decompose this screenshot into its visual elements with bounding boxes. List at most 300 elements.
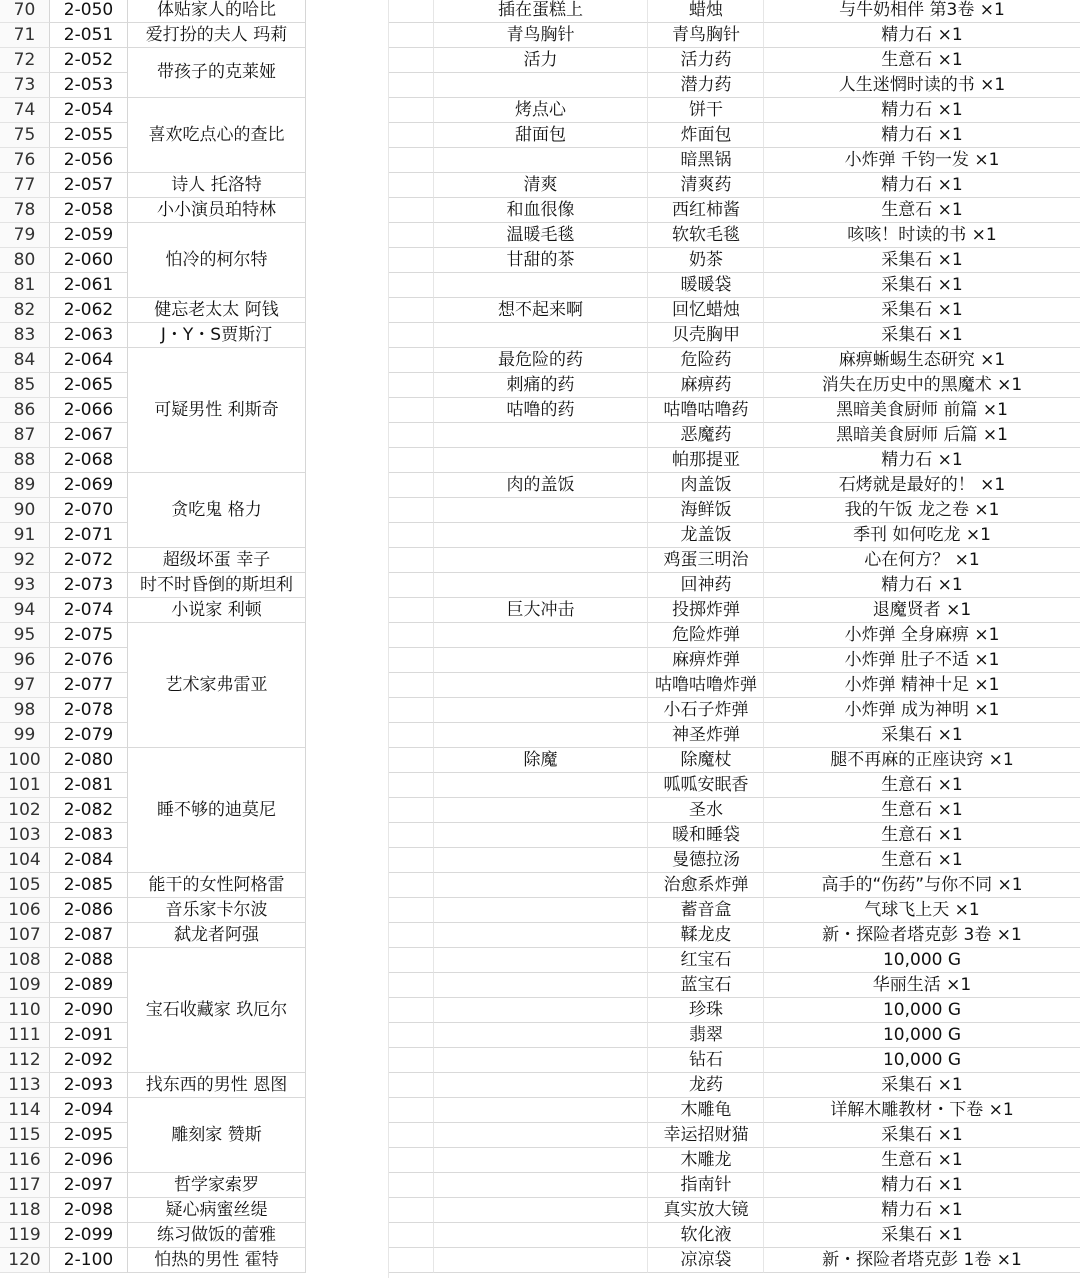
row-number[interactable]: 101 [0, 773, 50, 798]
row-number[interactable]: 88 [0, 448, 50, 473]
row-number[interactable]: 116 [0, 1148, 50, 1173]
request-hint-cell[interactable]: 甜面包 [434, 123, 648, 148]
row-number[interactable]: 76 [0, 148, 50, 173]
item-cell[interactable] [648, 373, 764, 398]
request-code-cell[interactable]: 2-080 [50, 748, 128, 773]
item-cell[interactable] [648, 1048, 764, 1073]
empty-cell[interactable] [389, 473, 434, 498]
row-number[interactable]: 71 [0, 23, 50, 48]
request-hint-cell[interactable] [434, 423, 648, 448]
item-cell[interactable] [648, 498, 764, 523]
request-code-cell[interactable]: 2-086 [50, 898, 128, 923]
request-code-cell[interactable]: 2-073 [50, 573, 128, 598]
empty-cell[interactable] [389, 548, 434, 573]
empty-cell[interactable] [389, 98, 434, 123]
request-hint-cell[interactable] [434, 973, 648, 998]
request-hint-cell[interactable]: 和血很像 [434, 198, 648, 223]
item-cell[interactable] [648, 598, 764, 623]
item-cell[interactable] [648, 348, 764, 373]
reward-cell[interactable]: 10,000 G [764, 998, 1080, 1023]
reward-cell[interactable]: 精力石 ×1 [764, 1198, 1080, 1223]
request-hint-cell[interactable] [434, 148, 648, 173]
empty-cell[interactable] [389, 423, 434, 448]
item-cell[interactable] [648, 48, 764, 73]
request-hint-cell[interactable] [434, 623, 648, 648]
empty-cell[interactable] [389, 623, 434, 648]
request-code-cell[interactable]: 2-076 [50, 648, 128, 673]
request-hint-cell[interactable] [434, 523, 648, 548]
request-hint-cell[interactable] [434, 323, 648, 348]
empty-cell[interactable] [389, 873, 434, 898]
reward-cell[interactable]: 生意石 ×1 [764, 848, 1080, 873]
item-cell[interactable] [648, 73, 764, 98]
item-cell[interactable] [648, 1098, 764, 1123]
request-code-cell[interactable]: 2-062 [50, 298, 128, 323]
request-hint-cell[interactable] [434, 1223, 648, 1248]
request-code-cell[interactable]: 2-083 [50, 823, 128, 848]
client-name-cell[interactable] [128, 48, 306, 98]
client-name-cell[interactable] [128, 1223, 306, 1248]
request-code-cell[interactable]: 2-053 [50, 73, 128, 98]
reward-cell[interactable]: 生意石 ×1 [764, 823, 1080, 848]
client-name-cell[interactable] [128, 623, 306, 748]
request-hint-cell[interactable] [434, 648, 648, 673]
reward-cell[interactable]: 生意石 ×1 [764, 1148, 1080, 1173]
request-code-cell[interactable]: 2-055 [50, 123, 128, 148]
reward-cell[interactable]: 生意石 ×1 [764, 798, 1080, 823]
row-number[interactable]: 93 [0, 573, 50, 598]
request-hint-cell[interactable]: 除魔 [434, 748, 648, 773]
empty-cell[interactable] [389, 723, 434, 748]
request-hint-cell[interactable]: 刺痛的药 [434, 373, 648, 398]
client-name-cell[interactable] [128, 548, 306, 573]
request-code-cell[interactable]: 2-079 [50, 723, 128, 748]
item-cell[interactable] [648, 1173, 764, 1198]
empty-cell[interactable] [389, 773, 434, 798]
request-hint-cell[interactable] [434, 698, 648, 723]
row-number[interactable]: 104 [0, 848, 50, 873]
row-number[interactable]: 120 [0, 1248, 50, 1273]
item-cell[interactable] [648, 398, 764, 423]
item-cell[interactable] [648, 98, 764, 123]
item-cell[interactable] [648, 473, 764, 498]
reward-cell[interactable]: 生意石 ×1 [764, 773, 1080, 798]
reward-cell[interactable]: 精力石 ×1 [764, 573, 1080, 598]
reward-cell[interactable]: 黑暗美食厨师 前篇 ×1 [764, 398, 1080, 423]
request-code-cell[interactable]: 2-087 [50, 923, 128, 948]
item-cell[interactable] [648, 948, 764, 973]
item-cell[interactable] [648, 1123, 764, 1148]
reward-cell[interactable]: 心在何方？ ×1 [764, 548, 1080, 573]
row-number[interactable]: 106 [0, 898, 50, 923]
client-name-cell[interactable] [128, 1248, 306, 1273]
reward-cell[interactable]: 精力石 ×1 [764, 448, 1080, 473]
reward-cell[interactable]: 季刊 如何吃龙 ×1 [764, 523, 1080, 548]
reward-cell[interactable]: 生意石 ×1 [764, 198, 1080, 223]
request-hint-cell[interactable]: 甘甜的茶 [434, 248, 648, 273]
item-cell[interactable] [648, 648, 764, 673]
request-hint-cell[interactable] [434, 773, 648, 798]
request-code-cell[interactable]: 2-071 [50, 523, 128, 548]
row-number[interactable]: 79 [0, 223, 50, 248]
row-number[interactable]: 75 [0, 123, 50, 148]
request-hint-cell[interactable]: 巨大冲击 [434, 598, 648, 623]
row-number[interactable]: 115 [0, 1123, 50, 1148]
empty-cell[interactable] [389, 123, 434, 148]
item-cell[interactable] [648, 548, 764, 573]
client-name-cell[interactable] [128, 923, 306, 948]
item-cell[interactable] [648, 748, 764, 773]
empty-cell[interactable] [389, 398, 434, 423]
client-name-cell[interactable] [128, 348, 306, 473]
row-number[interactable]: 96 [0, 648, 50, 673]
item-cell[interactable] [648, 1223, 764, 1248]
request-hint-cell[interactable]: 最危险的药 [434, 348, 648, 373]
reward-cell[interactable]: 华丽生活 ×1 [764, 973, 1080, 998]
client-name-cell[interactable] [128, 298, 306, 323]
request-hint-cell[interactable] [434, 998, 648, 1023]
reward-cell[interactable]: 小炸弹 肚子不适 ×1 [764, 648, 1080, 673]
row-number[interactable]: 73 [0, 73, 50, 98]
reward-cell[interactable]: 精力石 ×1 [764, 98, 1080, 123]
empty-cell[interactable] [389, 798, 434, 823]
item-cell[interactable] [648, 448, 764, 473]
client-name-cell[interactable] [128, 223, 306, 298]
request-hint-cell[interactable]: 青鸟胸针 [434, 23, 648, 48]
client-name-cell[interactable] [128, 0, 306, 23]
item-cell[interactable] [648, 148, 764, 173]
item-cell[interactable] [648, 1198, 764, 1223]
reward-cell[interactable]: 10,000 G [764, 948, 1080, 973]
empty-cell[interactable] [389, 48, 434, 73]
request-hint-cell[interactable] [434, 898, 648, 923]
row-number[interactable]: 97 [0, 673, 50, 698]
empty-cell[interactable] [389, 273, 434, 298]
item-cell[interactable] [648, 1148, 764, 1173]
request-hint-cell[interactable] [434, 798, 648, 823]
row-number[interactable]: 102 [0, 798, 50, 823]
reward-cell[interactable]: 新・探险者塔克彭 3卷 ×1 [764, 923, 1080, 948]
item-cell[interactable] [648, 848, 764, 873]
empty-cell[interactable] [389, 0, 434, 23]
client-name-cell[interactable] [128, 1073, 306, 1098]
empty-cell[interactable] [389, 1048, 434, 1073]
empty-cell[interactable] [389, 148, 434, 173]
item-cell[interactable] [648, 973, 764, 998]
client-name-cell[interactable] [128, 573, 306, 598]
request-hint-cell[interactable] [434, 1148, 648, 1173]
client-name-cell[interactable] [128, 1198, 306, 1223]
row-number[interactable]: 85 [0, 373, 50, 398]
request-code-cell[interactable]: 2-092 [50, 1048, 128, 1073]
item-cell[interactable] [648, 873, 764, 898]
request-hint-cell[interactable] [434, 1173, 648, 1198]
request-code-cell[interactable]: 2-050 [50, 0, 128, 23]
row-number[interactable]: 112 [0, 1048, 50, 1073]
empty-cell[interactable] [389, 848, 434, 873]
row-number[interactable]: 89 [0, 473, 50, 498]
client-name-cell[interactable] [128, 873, 306, 898]
row-number[interactable]: 105 [0, 873, 50, 898]
row-number[interactable]: 99 [0, 723, 50, 748]
empty-cell[interactable] [389, 1023, 434, 1048]
request-hint-cell[interactable] [434, 573, 648, 598]
request-hint-cell[interactable] [434, 723, 648, 748]
request-code-cell[interactable]: 2-058 [50, 198, 128, 223]
client-name-cell[interactable] [128, 598, 306, 623]
request-hint-cell[interactable] [434, 948, 648, 973]
client-name-cell[interactable] [128, 473, 306, 548]
client-name-cell[interactable] [128, 98, 306, 173]
request-code-cell[interactable]: 2-056 [50, 148, 128, 173]
request-code-cell[interactable]: 2-081 [50, 773, 128, 798]
item-cell[interactable] [648, 723, 764, 748]
reward-cell[interactable]: 10,000 G [764, 1023, 1080, 1048]
item-cell[interactable] [648, 173, 764, 198]
empty-cell[interactable] [389, 1073, 434, 1098]
empty-cell[interactable] [389, 698, 434, 723]
request-code-cell[interactable]: 2-098 [50, 1198, 128, 1223]
empty-cell[interactable] [389, 1173, 434, 1198]
item-cell[interactable] [648, 798, 764, 823]
request-hint-cell[interactable] [434, 1123, 648, 1148]
request-code-cell[interactable]: 2-095 [50, 1123, 128, 1148]
request-code-cell[interactable]: 2-089 [50, 973, 128, 998]
reward-cell[interactable]: 咳咳！时读的书 ×1 [764, 223, 1080, 248]
request-hint-cell[interactable] [434, 73, 648, 98]
row-number[interactable]: 70 [0, 0, 50, 23]
reward-cell[interactable]: 精力石 ×1 [764, 1173, 1080, 1198]
client-name-cell[interactable] [128, 748, 306, 873]
request-code-cell[interactable]: 2-099 [50, 1223, 128, 1248]
item-cell[interactable] [648, 323, 764, 348]
row-number[interactable]: 100 [0, 748, 50, 773]
request-hint-cell[interactable] [434, 1048, 648, 1073]
request-code-cell[interactable]: 2-059 [50, 223, 128, 248]
reward-cell[interactable]: 采集石 ×1 [764, 323, 1080, 348]
request-hint-cell[interactable]: 肉的盖饭 [434, 473, 648, 498]
item-cell[interactable] [648, 998, 764, 1023]
row-number[interactable]: 90 [0, 498, 50, 523]
item-cell[interactable] [648, 298, 764, 323]
request-hint-cell[interactable] [434, 1248, 648, 1273]
row-number[interactable]: 86 [0, 398, 50, 423]
row-number[interactable]: 103 [0, 823, 50, 848]
request-code-cell[interactable]: 2-052 [50, 48, 128, 73]
empty-cell[interactable] [389, 1123, 434, 1148]
reward-cell[interactable]: 退魔贤者 ×1 [764, 598, 1080, 623]
empty-cell[interactable] [389, 923, 434, 948]
reward-cell[interactable]: 采集石 ×1 [764, 723, 1080, 748]
row-number[interactable]: 80 [0, 248, 50, 273]
request-hint-cell[interactable] [434, 673, 648, 698]
row-number[interactable]: 77 [0, 173, 50, 198]
empty-cell[interactable] [389, 998, 434, 1023]
item-cell[interactable] [648, 1248, 764, 1273]
empty-cell[interactable] [389, 973, 434, 998]
empty-cell[interactable] [389, 373, 434, 398]
request-code-cell[interactable]: 2-093 [50, 1073, 128, 1098]
reward-cell[interactable]: 采集石 ×1 [764, 1123, 1080, 1148]
row-number[interactable]: 92 [0, 548, 50, 573]
row-number[interactable]: 84 [0, 348, 50, 373]
client-name-cell[interactable] [128, 948, 306, 1073]
empty-cell[interactable] [389, 198, 434, 223]
row-number[interactable]: 117 [0, 1173, 50, 1198]
row-number[interactable]: 114 [0, 1098, 50, 1123]
reward-cell[interactable]: 与牛奶相伴 第3卷 ×1 [764, 0, 1080, 23]
empty-cell[interactable] [389, 323, 434, 348]
request-hint-cell[interactable] [434, 548, 648, 573]
row-number[interactable]: 82 [0, 298, 50, 323]
item-cell[interactable] [648, 223, 764, 248]
item-cell[interactable] [648, 523, 764, 548]
client-name-cell[interactable] [128, 198, 306, 223]
request-hint-cell[interactable]: 清爽 [434, 173, 648, 198]
request-hint-cell[interactable] [434, 1073, 648, 1098]
row-number[interactable]: 118 [0, 1198, 50, 1223]
empty-cell[interactable] [389, 523, 434, 548]
request-code-cell[interactable]: 2-084 [50, 848, 128, 873]
row-number[interactable]: 78 [0, 198, 50, 223]
empty-cell[interactable] [389, 1098, 434, 1123]
client-name-cell[interactable] [128, 23, 306, 48]
empty-cell[interactable] [389, 173, 434, 198]
reward-cell[interactable]: 小炸弹 成为神明 ×1 [764, 698, 1080, 723]
row-number[interactable]: 111 [0, 1023, 50, 1048]
request-hint-cell[interactable] [434, 823, 648, 848]
row-number[interactable]: 72 [0, 48, 50, 73]
request-code-cell[interactable]: 2-068 [50, 448, 128, 473]
empty-cell[interactable] [389, 348, 434, 373]
request-code-cell[interactable]: 2-072 [50, 548, 128, 573]
item-cell[interactable] [648, 673, 764, 698]
reward-cell[interactable]: 采集石 ×1 [764, 248, 1080, 273]
request-code-cell[interactable]: 2-064 [50, 348, 128, 373]
request-code-cell[interactable]: 2-074 [50, 598, 128, 623]
item-cell[interactable] [648, 773, 764, 798]
reward-cell[interactable]: 详解木雕教材・下卷 ×1 [764, 1098, 1080, 1123]
row-number[interactable]: 119 [0, 1223, 50, 1248]
reward-cell[interactable]: 采集石 ×1 [764, 1073, 1080, 1098]
request-code-cell[interactable]: 2-054 [50, 98, 128, 123]
row-number[interactable]: 74 [0, 98, 50, 123]
reward-cell[interactable]: 气球飞上天 ×1 [764, 898, 1080, 923]
reward-cell[interactable]: 石烤就是最好的！ ×1 [764, 473, 1080, 498]
empty-cell[interactable] [389, 1223, 434, 1248]
empty-cell[interactable] [389, 223, 434, 248]
request-hint-cell[interactable] [434, 273, 648, 298]
empty-cell[interactable] [389, 823, 434, 848]
request-code-cell[interactable]: 2-085 [50, 873, 128, 898]
request-hint-cell[interactable] [434, 1023, 648, 1048]
empty-cell[interactable] [389, 648, 434, 673]
reward-cell[interactable]: 人生迷惘时读的书 ×1 [764, 73, 1080, 98]
request-hint-cell[interactable]: 烤点心 [434, 98, 648, 123]
row-number[interactable]: 98 [0, 698, 50, 723]
request-hint-cell[interactable] [434, 1198, 648, 1223]
reward-cell[interactable]: 麻痹蜥蜴生态研究 ×1 [764, 348, 1080, 373]
request-code-cell[interactable]: 2-094 [50, 1098, 128, 1123]
client-name-cell[interactable] [128, 1098, 306, 1173]
request-code-cell[interactable]: 2-078 [50, 698, 128, 723]
empty-cell[interactable] [389, 948, 434, 973]
request-hint-cell[interactable]: 插在蛋糕上 [434, 0, 648, 23]
item-cell[interactable] [648, 898, 764, 923]
item-cell[interactable] [648, 823, 764, 848]
row-number[interactable]: 91 [0, 523, 50, 548]
request-hint-cell[interactable]: 咕噜的药 [434, 398, 648, 423]
row-number[interactable]: 109 [0, 973, 50, 998]
request-code-cell[interactable]: 2-077 [50, 673, 128, 698]
item-cell[interactable] [648, 123, 764, 148]
reward-cell[interactable]: 采集石 ×1 [764, 273, 1080, 298]
empty-cell[interactable] [389, 298, 434, 323]
request-code-cell[interactable]: 2-060 [50, 248, 128, 273]
reward-cell[interactable]: 采集石 ×1 [764, 1223, 1080, 1248]
request-code-cell[interactable]: 2-100 [50, 1248, 128, 1273]
request-hint-cell[interactable] [434, 1098, 648, 1123]
request-code-cell[interactable]: 2-096 [50, 1148, 128, 1173]
empty-cell[interactable] [389, 673, 434, 698]
reward-cell[interactable]: 精力石 ×1 [764, 23, 1080, 48]
request-code-cell[interactable]: 2-066 [50, 398, 128, 423]
item-cell[interactable] [648, 698, 764, 723]
request-hint-cell[interactable]: 想不起来啊 [434, 298, 648, 323]
item-cell[interactable] [648, 248, 764, 273]
item-cell[interactable] [648, 623, 764, 648]
reward-cell[interactable]: 采集石 ×1 [764, 298, 1080, 323]
empty-cell[interactable] [389, 23, 434, 48]
client-name-cell[interactable] [128, 898, 306, 923]
request-code-cell[interactable]: 2-057 [50, 173, 128, 198]
row-number[interactable]: 113 [0, 1073, 50, 1098]
empty-cell[interactable] [389, 1148, 434, 1173]
client-name-cell[interactable] [128, 173, 306, 198]
empty-cell[interactable] [389, 573, 434, 598]
empty-cell[interactable] [389, 748, 434, 773]
reward-cell[interactable]: 腿不再麻的正座诀窍 ×1 [764, 748, 1080, 773]
item-cell[interactable] [648, 573, 764, 598]
empty-cell[interactable] [389, 1248, 434, 1273]
request-code-cell[interactable]: 2-082 [50, 798, 128, 823]
reward-cell[interactable]: 小炸弹 全身麻痹 ×1 [764, 623, 1080, 648]
item-cell[interactable] [648, 23, 764, 48]
request-code-cell[interactable]: 2-065 [50, 373, 128, 398]
reward-cell[interactable]: 10,000 G [764, 1048, 1080, 1073]
reward-cell[interactable]: 生意石 ×1 [764, 48, 1080, 73]
row-number[interactable]: 83 [0, 323, 50, 348]
request-hint-cell[interactable] [434, 498, 648, 523]
reward-cell[interactable]: 新・探险者塔克彭 1卷 ×1 [764, 1248, 1080, 1273]
reward-cell[interactable]: 我的午饭 龙之卷 ×1 [764, 498, 1080, 523]
row-number[interactable]: 94 [0, 598, 50, 623]
row-number[interactable]: 108 [0, 948, 50, 973]
client-name-cell[interactable] [128, 323, 306, 348]
request-code-cell[interactable]: 2-097 [50, 1173, 128, 1198]
request-code-cell[interactable]: 2-061 [50, 273, 128, 298]
request-hint-cell[interactable] [434, 448, 648, 473]
item-cell[interactable] [648, 273, 764, 298]
reward-cell[interactable]: 高手的“伤药”与你不同 ×1 [764, 873, 1080, 898]
request-code-cell[interactable]: 2-075 [50, 623, 128, 648]
item-cell[interactable] [648, 198, 764, 223]
request-code-cell[interactable]: 2-090 [50, 998, 128, 1023]
empty-cell[interactable] [389, 598, 434, 623]
row-number[interactable]: 81 [0, 273, 50, 298]
row-number[interactable]: 87 [0, 423, 50, 448]
request-code-cell[interactable]: 2-067 [50, 423, 128, 448]
